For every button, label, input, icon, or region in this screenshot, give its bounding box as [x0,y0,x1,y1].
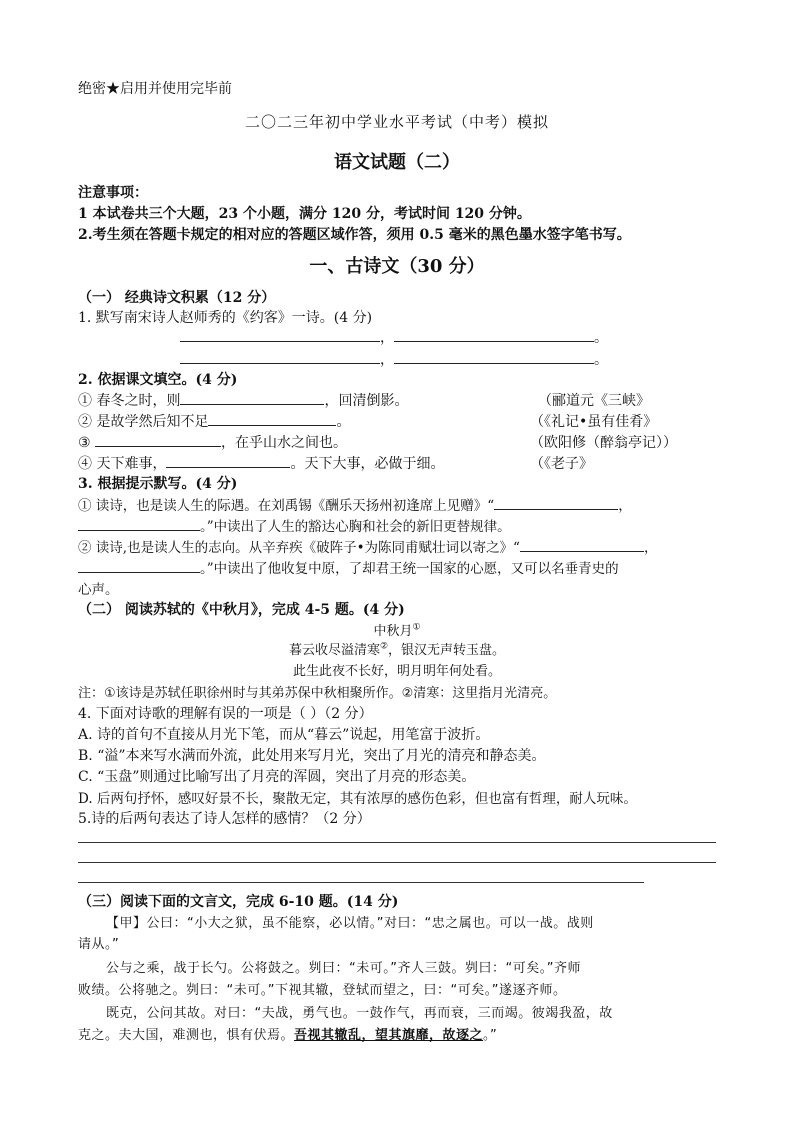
notice-title: 注意事项： [78,185,148,201]
q5-answer-line-1[interactable] [78,842,716,843]
underlined-sentence: 吾视其辙乱，望其旗靡，故逐之 [294,1028,484,1043]
answer-blank[interactable] [78,558,200,573]
subject-title: 语文试题（二） [334,152,460,173]
q3-item-2-line-2: 。”中读出了他收复中原，了却君王统一国家的心愿，又可以名垂青史的 [78,557,619,577]
q4-option-d[interactable]: D. 后两句抒怀，感叹好景不长，聚散无定，其有浓厚的感伤色彩，但也富有哲理，耐人玩味。 [78,791,637,807]
classic-para-1-line-1: 【甲】公曰：“小大之狱，虽不能察，必以情。”对曰：“忠之属也。可以一战。战则 [106,916,594,931]
q2-item-1: ① 春冬之时，则 ，回清倒影。 [78,390,408,410]
q3-item-1-line-2: 。”中读出了人生的豁达心胸和社会的新旧更替规律。 [78,515,511,535]
answer-blank[interactable] [494,495,618,510]
q3-item-2-line-1: ② 读诗,也是读人生的志向。从辛弃疾《破阵子•为陈同甫赋壮词以寄之》“ ， [78,536,657,556]
q3-item-2-line-3: 心声。 [78,582,119,598]
notice-item-2: 2.考生须在答题卡规定的相对应的答题区域作答，须用 0.5 毫米的黑色墨水签字笔书写。 [78,227,631,243]
part-1-title: （一） 经典诗文积累（12 分） [78,290,276,306]
exam-title: 二〇二三年初中学业水平考试（中考）模拟 [244,113,549,131]
classic-para-3-line-1: 既克，公问其故。对曰：“夫战，勇气也。一鼓作气，再而衰，三而竭。彼竭我盈，故 [106,1006,613,1021]
classic-para-3-line-2: 克之。夫大国，难测也，惧有伏焉。吾视其辙乱，望其旗靡，故逐之。” [78,1028,498,1043]
answer-blank[interactable] [78,516,200,531]
question-1: 1. 默写南宋诗人赵师秀的《约客》一诗。(4 分) [78,310,373,326]
q2-item-3: ③ ，在乎山水之间也。 [78,432,347,452]
poem-line-1: 暮云收尽溢清寒②，银汉无声转玉盘。 [288,641,506,658]
answer-blank[interactable] [208,411,336,426]
notice-item-1: 1 本试卷共三个大题，23 个小题，满分 120 分，考试时间 120 分钟。 [78,206,531,222]
poem-title: 中秋月① [373,622,421,639]
q2-item-4: ④ 天下难事， 。天下大事，必做于细。 [78,453,444,473]
part-2-title: （二） 阅读苏轼的《中秋月》，完成 4-5 题。(4 分) [78,602,405,618]
q2-item-1-source: （郦道元《三峡》 [538,393,650,409]
poem-line-2: 此生此夜不长好，明月明年何处看。 [292,664,501,679]
q4-option-a[interactable]: A. 诗的首句不直接从月光下笔，而从“暮云”说起，用笔富于波折。 [78,727,490,743]
secrecy-label: 绝密★启用并使用完毕前 [78,81,232,97]
question-4: 4. 下面对诗歌的理解有误的一项是（ ）（2 分） [78,706,373,722]
answer-blank[interactable] [180,349,380,364]
classic-para-1-line-2: 请从。” [78,937,120,952]
answer-blank[interactable] [394,327,594,342]
q2-item-2: ② 是故学然后知不足 。 [78,411,350,431]
q1-answer-row-2[interactable]: ， 。 [180,349,608,369]
q4-option-c[interactable]: C. “玉盘”则通过比喻写出了月亮的浑圆，突出了月亮的形态美。 [78,769,476,785]
question-2: 2. 依据课文填空。(4 分) [78,372,238,388]
classic-para-2-line-2: 败绩。公将驰之。刿曰：“未可。”下视其辙，登轼而望之，曰：“可矣。”遂逐齐师。 [78,983,567,998]
answer-blank[interactable] [394,349,594,364]
answer-blank[interactable] [166,453,290,468]
answer-blank[interactable] [520,537,644,552]
part-3-title: （三）阅读下面的文言文，完成 6-10 题。(14 分) [78,894,399,910]
answer-blank[interactable] [180,390,324,405]
question-3: 3. 根据提示默写。(4 分) [78,476,238,492]
classic-para-2-line-1: 公与之乘，战于长勺。公将鼓之。刿曰：“未可。”齐人三鼓。刿曰：“可矣。”齐师 [106,961,581,976]
answer-blank[interactable] [180,327,380,342]
q4-option-b[interactable]: B. “溢”本来写水满而外流，此处用来写月光，突出了月光的清亮和静态美。 [78,748,546,764]
q2-item-2-source: （《礼记•虽有佳肴》 [530,414,658,430]
question-5: 5.诗的后两句表达了诗人怎样的感情？（2 分） [78,811,371,827]
q3-item-1-line-1: ① 读诗，也是读人生的际遇。在刘禹锡《酬乐天扬州初逢席上见赠》“ ， [78,494,632,514]
poem-note: 注：①该诗是苏轼任职徐州时与其弟苏保中秋相聚所作。②清寒：这里指月光清亮。 [78,686,557,701]
section-1-title: 一、古诗文（30 分） [309,256,485,277]
q2-item-4-source: （《老子》 [530,456,593,472]
answer-blank[interactable] [95,432,221,447]
q5-answer-line-2[interactable] [78,862,716,863]
q5-answer-line-3[interactable] [78,882,644,883]
q1-answer-row-1[interactable]: ， 。 [180,327,608,347]
q2-item-3-source: （欧阳修（醉翁亭记）） [530,435,677,451]
